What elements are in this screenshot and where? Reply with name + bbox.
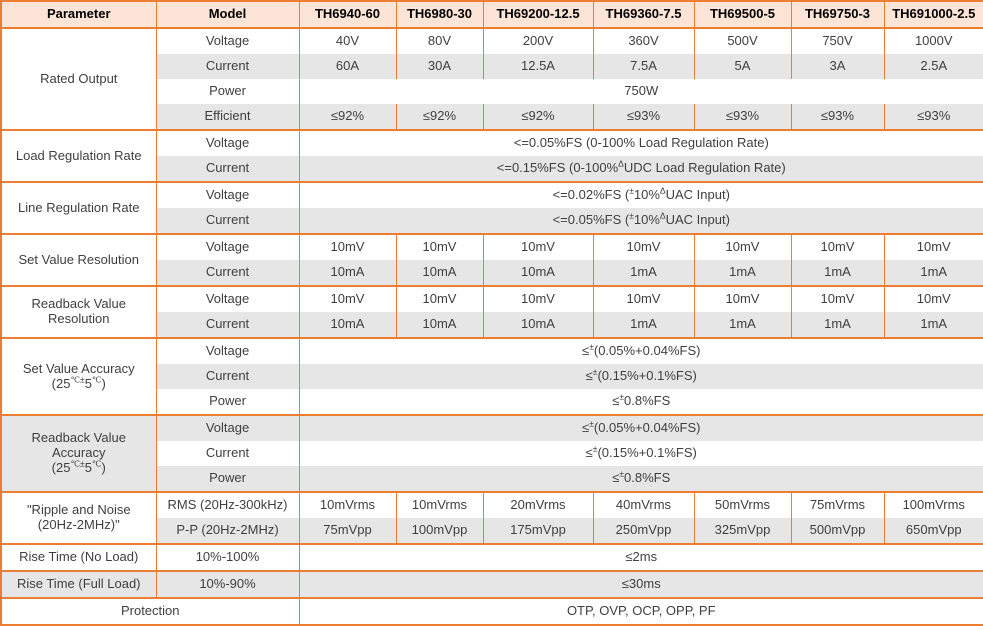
table-row xyxy=(1,234,983,260)
spec-value-cell: 650mVpp xyxy=(884,518,983,544)
spec-value-cell: ≤92% xyxy=(483,104,593,130)
spec-value-cell: 325mVpp xyxy=(694,518,791,544)
model-subparam-cell: Current xyxy=(156,156,299,182)
parameter-cell: Line Regulation Rate xyxy=(1,182,156,234)
parameter-cell: Rise Time (No Load) xyxy=(1,544,156,571)
spec-value-cell: <=0.15%FS (0-100%$^\Delta$UDC Load Regulation Rate) xyxy=(299,156,983,182)
column-header-cell: TH69500-5 xyxy=(694,1,791,28)
column-header-cell: TH69200-12.5 xyxy=(483,1,593,28)
table-row xyxy=(1,182,983,208)
spec-value-cell: 1mA xyxy=(791,260,884,286)
spec-value-cell: 3A xyxy=(791,54,884,79)
spec-value-cell: ≤93% xyxy=(593,104,694,130)
spec-value-cell: <=0.05%FS (±10%$^\Delta$UAC Input) xyxy=(299,208,983,234)
spec-value-cell: ≤±0.8%FS xyxy=(299,389,983,415)
spec-value-cell: 1mA xyxy=(694,260,791,286)
spec-value-cell: ≤±(0.05%+0.04%FS) xyxy=(299,415,983,441)
spec-value-cell: 50mVrms xyxy=(694,492,791,518)
parameter-cell: Readback Value Resolution xyxy=(1,286,156,338)
model-subparam-cell: Voltage xyxy=(156,130,299,156)
spec-value-cell: OTP, OVP, OCP, OPP, PF xyxy=(299,598,983,625)
column-header-cell: Model xyxy=(156,1,299,28)
parameter-cell: Set Value Resolution xyxy=(1,234,156,286)
spec-value-cell: 100mVrms xyxy=(884,492,983,518)
model-subparam-cell: Power xyxy=(156,79,299,104)
spec-value-cell: 200V xyxy=(483,28,593,54)
spec-value-cell: 10mA xyxy=(483,312,593,338)
spec-value-cell: ≤2ms xyxy=(299,544,983,571)
spec-value-cell: 12.5A xyxy=(483,54,593,79)
column-header-cell: TH69750-3 xyxy=(791,1,884,28)
spec-value-cell: 175mVpp xyxy=(483,518,593,544)
spec-value-cell: 500mVpp xyxy=(791,518,884,544)
column-header-cell: TH691000-2.5 xyxy=(884,1,983,28)
spec-value-cell: ≤92% xyxy=(299,104,396,130)
parameter-cell: "Ripple and Noise (20Hz-2MHz)" xyxy=(1,492,156,544)
table-body xyxy=(1,28,983,625)
spec-value-cell: 10mA xyxy=(299,260,396,286)
table-row xyxy=(1,130,983,156)
spec-value-cell: 40mVrms xyxy=(593,492,694,518)
model-subparam-cell: Power xyxy=(156,466,299,492)
table-row xyxy=(1,28,983,54)
spec-value-cell: 10mV xyxy=(694,234,791,260)
spec-value-cell: 10mV xyxy=(884,234,983,260)
spec-value-cell: 10mV xyxy=(396,234,483,260)
model-subparam-cell: RMS (20Hz-300kHz) xyxy=(156,492,299,518)
spec-value-cell: ≤92% xyxy=(396,104,483,130)
spec-value-cell: 10mV xyxy=(593,234,694,260)
spec-value-cell: 1mA xyxy=(593,260,694,286)
spec-value-cell: <=0.05%FS (0-100% Load Regulation Rate) xyxy=(299,130,983,156)
spec-value-cell: 10mV xyxy=(791,286,884,312)
model-subparam-cell: Voltage xyxy=(156,286,299,312)
model-subparam-cell: 10%-100% xyxy=(156,544,299,571)
model-subparam-cell: Current xyxy=(156,364,299,389)
spec-value-cell: 1000V xyxy=(884,28,983,54)
spec-value-cell: ≤±(0.15%+0.1%FS) xyxy=(299,441,983,466)
parameter-cell: Rise Time (Full Load) xyxy=(1,571,156,598)
column-header-cell: TH6980-30 xyxy=(396,1,483,28)
spec-value-cell: 10mV xyxy=(884,286,983,312)
column-header-cell: TH69360-7.5 xyxy=(593,1,694,28)
spec-value-cell: 100mVpp xyxy=(396,518,483,544)
spec-value-cell: 5A xyxy=(694,54,791,79)
model-subparam-cell: P-P (20Hz-2MHz) xyxy=(156,518,299,544)
table-row xyxy=(1,415,983,441)
spec-value-cell: 10mV xyxy=(694,286,791,312)
spec-value-cell: 75mVrms xyxy=(791,492,884,518)
spec-value-cell: ≤93% xyxy=(791,104,884,130)
parameter-cell: Load Regulation Rate xyxy=(1,130,156,182)
parameter-cell: Protection xyxy=(1,598,299,625)
model-subparam-cell: Voltage xyxy=(156,28,299,54)
table-row xyxy=(1,492,983,518)
model-subparam-cell: Power xyxy=(156,389,299,415)
spec-value-cell: 250mVpp xyxy=(593,518,694,544)
parameter-cell: Rated Output xyxy=(1,28,156,130)
spec-value-cell: 2.5A xyxy=(884,54,983,79)
spec-value-cell: 10mV xyxy=(791,234,884,260)
spec-value-cell: 20mVrms xyxy=(483,492,593,518)
spec-value-cell: 40V xyxy=(299,28,396,54)
model-subparam-cell: Current xyxy=(156,54,299,79)
spec-value-cell: ≤93% xyxy=(694,104,791,130)
model-subparam-cell: Voltage xyxy=(156,415,299,441)
spec-value-cell: 1mA xyxy=(593,312,694,338)
spec-value-cell: 30A xyxy=(396,54,483,79)
table-row xyxy=(1,544,983,571)
column-header-cell: TH6940-60 xyxy=(299,1,396,28)
spec-value-cell: 10mV xyxy=(483,234,593,260)
model-subparam-cell: Current xyxy=(156,260,299,286)
spec-value-cell: 750V xyxy=(791,28,884,54)
spec-value-cell: 60A xyxy=(299,54,396,79)
spec-value-cell: 10mVrms xyxy=(299,492,396,518)
spec-value-cell: 10mV xyxy=(299,286,396,312)
model-subparam-cell: Efficient xyxy=(156,104,299,130)
spec-value-cell: 10mA xyxy=(396,312,483,338)
model-subparam-cell: Current xyxy=(156,441,299,466)
spec-value-cell: 10mA xyxy=(483,260,593,286)
table-row xyxy=(1,286,983,312)
table-row xyxy=(1,338,983,364)
spec-value-cell: 10mA xyxy=(299,312,396,338)
spec-value-cell: ≤±(0.15%+0.1%FS) xyxy=(299,364,983,389)
table-header xyxy=(1,1,983,28)
spec-value-cell: 1mA xyxy=(884,312,983,338)
table-row xyxy=(1,598,983,625)
spec-value-cell: 1mA xyxy=(694,312,791,338)
spec-value-cell: 80V xyxy=(396,28,483,54)
spec-value-cell: 750W xyxy=(299,79,983,104)
model-subparam-cell: Voltage xyxy=(156,338,299,364)
spec-value-cell: 1mA xyxy=(884,260,983,286)
spec-value-cell: 10mV xyxy=(483,286,593,312)
model-subparam-cell: Voltage xyxy=(156,234,299,260)
model-subparam-cell: Current xyxy=(156,312,299,338)
parameter-cell: Set Value Accuracy (25℃±5℃) xyxy=(1,338,156,415)
model-subparam-cell: 10%-90% xyxy=(156,571,299,598)
spec-value-cell: ≤±0.8%FS xyxy=(299,466,983,492)
spec-value-cell: ≤93% xyxy=(884,104,983,130)
header-row xyxy=(1,1,983,28)
spec-value-cell: 1mA xyxy=(791,312,884,338)
spec-value-cell: 75mVpp xyxy=(299,518,396,544)
spec-value-cell: 10mV xyxy=(299,234,396,260)
spec-value-cell: <=0.02%FS (±10%$^\Delta$UAC Input) xyxy=(299,182,983,208)
spec-value-cell: 10mV xyxy=(396,286,483,312)
spec-value-cell: 10mVrms xyxy=(396,492,483,518)
spec-value-cell: ≤30ms xyxy=(299,571,983,598)
model-subparam-cell: Voltage xyxy=(156,182,299,208)
table-row xyxy=(1,571,983,598)
spec-value-cell: 10mV xyxy=(593,286,694,312)
spec-value-cell: 360V xyxy=(593,28,694,54)
parameter-cell: Readback Value Accuracy (25℃±5℃) xyxy=(1,415,156,492)
column-header-cell: Parameter xyxy=(1,1,156,28)
spec-value-cell: ≤±(0.05%+0.04%FS) xyxy=(299,338,983,364)
spec-value-cell: 10mA xyxy=(396,260,483,286)
spec-value-cell: 500V xyxy=(694,28,791,54)
spec-value-cell: 7.5A xyxy=(593,54,694,79)
model-subparam-cell: Current xyxy=(156,208,299,234)
